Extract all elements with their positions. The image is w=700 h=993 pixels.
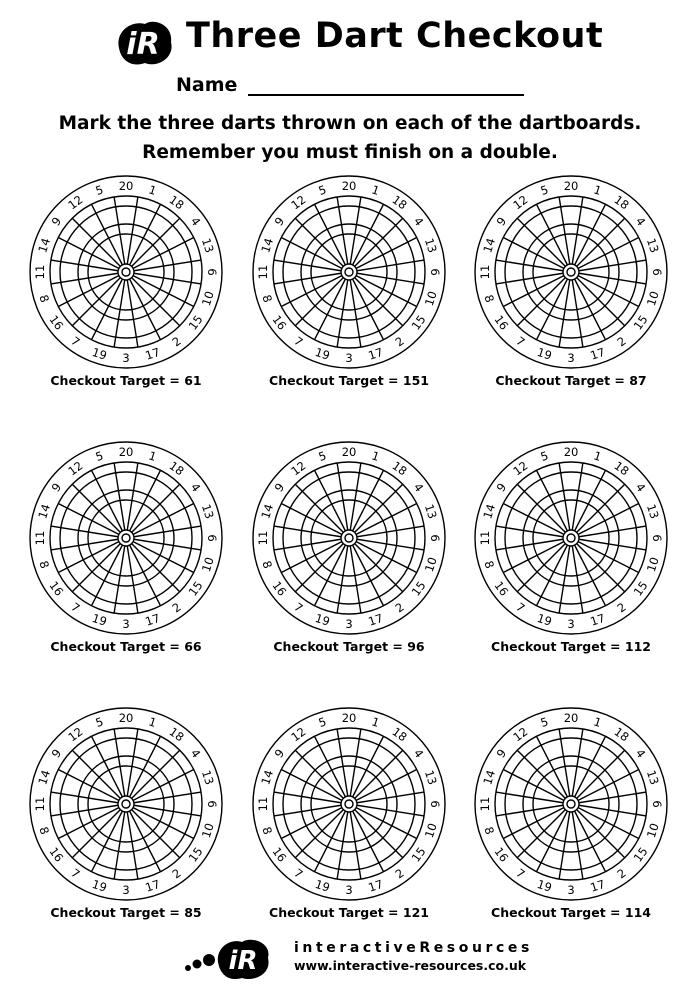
dartboard-number: 17 (588, 876, 607, 895)
dartboard-number: 11 (256, 796, 270, 812)
dartboard-number: 4 (632, 480, 649, 495)
dartboard-number: 7 (68, 333, 83, 350)
dartboard-number: 10 (198, 289, 217, 308)
dartboard-number: 8 (481, 558, 497, 571)
dartboard[interactable] (249, 172, 449, 372)
dartboard-number: 20 (118, 711, 134, 725)
dartboard-number: 18 (389, 724, 410, 745)
name-field[interactable] (248, 94, 524, 96)
checkout-target-label: Checkout Target = 66 (50, 639, 202, 654)
dartboard-number: 12 (65, 724, 86, 745)
dartboard-number: 9 (271, 214, 288, 229)
dartboard-number: 14 (480, 768, 499, 787)
dartboard-number: 7 (291, 333, 306, 350)
dartboard-number: 6 (205, 800, 219, 808)
dartboard[interactable] (26, 438, 226, 638)
website-link[interactable]: www.interactive-resources.co.uk (294, 958, 527, 973)
dartboard-number: 15 (408, 578, 429, 599)
dartboard-number: 18 (389, 192, 410, 213)
dartboard-number: 18 (611, 724, 632, 745)
dartboard-number: 6 (428, 534, 442, 542)
checkout-target-label: Checkout Target = 121 (269, 905, 429, 920)
dartboard-number: 19 (535, 610, 554, 629)
dartboard-number: 3 (345, 617, 353, 631)
dartboard-number: 8 (259, 292, 275, 305)
dartboard-number: 15 (185, 844, 206, 865)
dartboard-number: 18 (389, 458, 410, 479)
dartboard-number: 19 (90, 876, 109, 895)
dartboard-number: 9 (493, 480, 510, 495)
dartboard-number: 10 (198, 821, 217, 840)
dartboard-number: 6 (205, 268, 219, 276)
ir-logo-text: iR (126, 27, 160, 62)
dartboard-number: 6 (428, 800, 442, 808)
name-label: Name (176, 74, 238, 96)
dartboard-number: 20 (341, 179, 357, 193)
ir-logo (113, 18, 177, 68)
dartboard-number: 16 (491, 578, 512, 599)
footer-logo-text: iR (228, 946, 258, 976)
dartboard-number: 20 (118, 179, 134, 193)
dartboard-number: 20 (563, 711, 579, 725)
dartboard-number: 10 (421, 555, 440, 574)
dartboard-svg (249, 172, 449, 372)
dartboard-number: 11 (478, 530, 492, 546)
dartboard-number: 2 (392, 599, 407, 616)
dartboard-number: 7 (68, 865, 83, 882)
dartboard-number: 12 (288, 192, 309, 213)
dartboard-number: 1 (591, 448, 604, 464)
dartboard-number: 1 (591, 714, 604, 730)
dartboard[interactable] (249, 704, 449, 904)
instruction-line-1: Mark the three darts thrown on each of the dartboards. (58, 113, 642, 134)
dartboard-number: 9 (271, 746, 288, 761)
dartboard-number: 15 (630, 578, 651, 599)
dartboard-number: 14 (258, 502, 277, 521)
dartboard-number: 2 (614, 333, 629, 350)
dartboard-number: 3 (345, 883, 353, 897)
dartboard-number: 4 (632, 746, 649, 761)
dartboard-number: 8 (36, 558, 52, 571)
dartboard-number: 12 (510, 724, 531, 745)
dartboard-number: 14 (35, 768, 54, 787)
dartboard-number: 3 (567, 351, 575, 365)
dartboard-number: 6 (428, 268, 442, 276)
dartboard-svg (26, 172, 226, 372)
dartboard-number: 14 (480, 502, 499, 521)
dartboard-number: 17 (143, 344, 162, 363)
dartboard-svg (471, 438, 671, 638)
dartboard-number: 2 (392, 865, 407, 882)
dartboard-number: 6 (650, 800, 664, 808)
dartboard-number: 5 (93, 182, 106, 198)
dartboard-number: 4 (410, 214, 427, 229)
dartboard-number: 5 (316, 714, 329, 730)
dartboard-number: 14 (35, 502, 54, 521)
brand-name: interactiveResources (294, 940, 533, 956)
dartboard-number: 13 (198, 768, 217, 787)
dartboard-number: 17 (588, 344, 607, 363)
checkout-target-label: Checkout Target = 151 (269, 373, 429, 388)
dartboard-number: 10 (198, 555, 217, 574)
dartboard-number: 19 (313, 876, 332, 895)
dartboard-number: 18 (166, 458, 187, 479)
dartboard-number: 19 (90, 610, 109, 629)
dartboard-number: 16 (491, 844, 512, 865)
dartboard-number: 10 (421, 821, 440, 840)
dartboard-number: 16 (269, 844, 290, 865)
dartboard-number: 20 (563, 179, 579, 193)
dartboard-number: 16 (269, 312, 290, 333)
dartboard-number: 16 (46, 312, 67, 333)
dartboard-number: 12 (288, 458, 309, 479)
dartboard-number: 8 (481, 292, 497, 305)
dartboard-number: 10 (643, 821, 662, 840)
dartboard-number: 1 (369, 714, 382, 730)
dartboard-svg (26, 704, 226, 904)
instruction-line-2: Remember you must finish on a double. (142, 142, 558, 163)
dartboard-number: 3 (567, 883, 575, 897)
dartboard-svg (471, 704, 671, 904)
dartboard-number: 14 (35, 236, 54, 255)
dartboard-number: 7 (291, 599, 306, 616)
dartboard-number: 1 (369, 182, 382, 198)
dartboard-number: 14 (480, 236, 499, 255)
dartboard-number: 16 (46, 578, 67, 599)
dartboard-number: 19 (90, 344, 109, 363)
dartboard-number: 8 (259, 824, 275, 837)
dartboard-number: 5 (538, 714, 551, 730)
dartboard-number: 19 (313, 610, 332, 629)
dartboard-number: 8 (36, 824, 52, 837)
dartboard-number: 12 (510, 192, 531, 213)
dartboard-number: 13 (643, 768, 662, 787)
dartboard-number: 19 (535, 344, 554, 363)
name-row (176, 74, 536, 100)
checkout-target-label: Checkout Target = 61 (50, 373, 202, 388)
dartboard-number: 13 (198, 236, 217, 255)
dartboard-number: 18 (611, 192, 632, 213)
dartboard-number: 5 (538, 448, 551, 464)
dartboard-number: 8 (259, 558, 275, 571)
page-title: Three Dart Checkout (186, 16, 604, 56)
dartboard-number: 11 (478, 264, 492, 280)
dartboard[interactable] (26, 172, 226, 372)
dartboard-number: 5 (316, 448, 329, 464)
dartboard-number: 2 (169, 599, 184, 616)
dartboard-number: 15 (185, 312, 206, 333)
dartboard[interactable] (471, 438, 671, 638)
dartboard-number: 13 (643, 502, 662, 521)
dartboard-number: 13 (643, 236, 662, 255)
checkout-target-label: Checkout Target = 85 (50, 905, 202, 920)
dartboard-number: 6 (205, 534, 219, 542)
dartboard-number: 18 (611, 458, 632, 479)
dartboard-number: 12 (288, 724, 309, 745)
dartboard-number: 1 (146, 714, 159, 730)
dartboard-number: 11 (478, 796, 492, 812)
dartboard-number: 10 (421, 289, 440, 308)
dartboard-number: 20 (341, 445, 357, 459)
dartboard[interactable] (471, 704, 671, 904)
dartboard-number: 1 (369, 448, 382, 464)
dartboard-number: 9 (48, 214, 65, 229)
dartboard-number: 12 (65, 192, 86, 213)
dartboard[interactable] (249, 438, 449, 638)
dartboard-number: 17 (143, 610, 162, 629)
dartboard-number: 17 (366, 344, 385, 363)
footer (0, 936, 700, 986)
dartboard-number: 9 (493, 214, 510, 229)
dartboard-number: 11 (33, 530, 47, 546)
dartboard-number: 17 (366, 610, 385, 629)
dartboard-number: 10 (643, 555, 662, 574)
dartboard-number: 1 (591, 182, 604, 198)
dartboard-number: 2 (169, 865, 184, 882)
dartboard-number: 5 (316, 182, 329, 198)
dartboard-number: 19 (535, 876, 554, 895)
dartboard-number: 15 (408, 312, 429, 333)
dartboard-number: 14 (258, 768, 277, 787)
dartboard-number: 7 (513, 865, 528, 882)
checkout-target-label: Checkout Target = 96 (273, 639, 425, 654)
dartboard-number: 14 (258, 236, 277, 255)
dartboard-number: 13 (421, 768, 440, 787)
dartboard-number: 13 (421, 502, 440, 521)
dartboard-number: 17 (366, 876, 385, 895)
dartboard-number: 1 (146, 182, 159, 198)
dartboard[interactable] (471, 172, 671, 372)
dartboard-number: 8 (481, 824, 497, 837)
dartboard-number: 17 (143, 876, 162, 895)
dartboard-number: 15 (408, 844, 429, 865)
dartboard-number: 9 (271, 480, 288, 495)
dartboard-number: 3 (122, 351, 130, 365)
dartboard-svg (249, 704, 449, 904)
dartboard-number: 4 (410, 746, 427, 761)
dartboard-number: 10 (643, 289, 662, 308)
dartboard-number: 11 (33, 796, 47, 812)
checkout-target-label: Checkout Target = 112 (491, 639, 651, 654)
dartboard-number: 2 (169, 333, 184, 350)
dartboard-number: 7 (513, 333, 528, 350)
dartboard-number: 3 (122, 883, 130, 897)
dartboard-number: 20 (341, 711, 357, 725)
dartboard-number: 4 (187, 480, 204, 495)
dartboard-number: 9 (48, 746, 65, 761)
dartboard-number: 1 (146, 448, 159, 464)
dartboard-number: 13 (421, 236, 440, 255)
dartboard-number: 12 (510, 458, 531, 479)
dartboard-number: 16 (491, 312, 512, 333)
dartboard-number: 4 (632, 214, 649, 229)
dartboard-number: 16 (269, 578, 290, 599)
dartboard-number: 3 (567, 617, 575, 631)
dartboard-number: 18 (166, 724, 187, 745)
dartboard-number: 2 (392, 333, 407, 350)
dartboard-number: 2 (614, 599, 629, 616)
dartboard-number: 20 (118, 445, 134, 459)
dartboard-number: 6 (650, 534, 664, 542)
worksheet-header (0, 14, 700, 70)
dartboard-number: 11 (33, 264, 47, 280)
dartboard-number: 9 (493, 746, 510, 761)
dartboard-number: 5 (538, 182, 551, 198)
dartboard-number: 2 (614, 865, 629, 882)
dartboard-number: 7 (513, 599, 528, 616)
dartboard-number: 3 (122, 617, 130, 631)
dartboard-number: 19 (313, 344, 332, 363)
dartboard-number: 4 (410, 480, 427, 495)
footer-logo (180, 936, 280, 982)
dartboard-number: 17 (588, 610, 607, 629)
checkout-target-label: Checkout Target = 87 (495, 373, 647, 388)
dartboard-number: 15 (630, 844, 651, 865)
checkout-target-label: Checkout Target = 114 (491, 905, 651, 920)
dartboard-number: 18 (166, 192, 187, 213)
dartboard-number: 6 (650, 268, 664, 276)
dartboard-number: 4 (187, 746, 204, 761)
dartboard-svg (26, 438, 226, 638)
dartboard-number: 4 (187, 214, 204, 229)
dartboard-number: 13 (198, 502, 217, 521)
dartboard-svg (471, 172, 671, 372)
dartboard-number: 11 (256, 264, 270, 280)
dartboard-number: 9 (48, 480, 65, 495)
dartboard-number: 5 (93, 714, 106, 730)
dartboard-number: 7 (291, 865, 306, 882)
dartboard-number: 20 (563, 445, 579, 459)
dartboard-number: 11 (256, 530, 270, 546)
dartboard-number: 8 (36, 292, 52, 305)
dartboard[interactable] (26, 704, 226, 904)
dartboard-svg (249, 438, 449, 638)
dartboard-number: 12 (65, 458, 86, 479)
dartboard-number: 7 (68, 599, 83, 616)
dartboard-number: 16 (46, 844, 67, 865)
dartboard-number: 15 (630, 312, 651, 333)
dartboard-number: 15 (185, 578, 206, 599)
dartboard-number: 3 (345, 351, 353, 365)
dartboard-number: 5 (93, 448, 106, 464)
